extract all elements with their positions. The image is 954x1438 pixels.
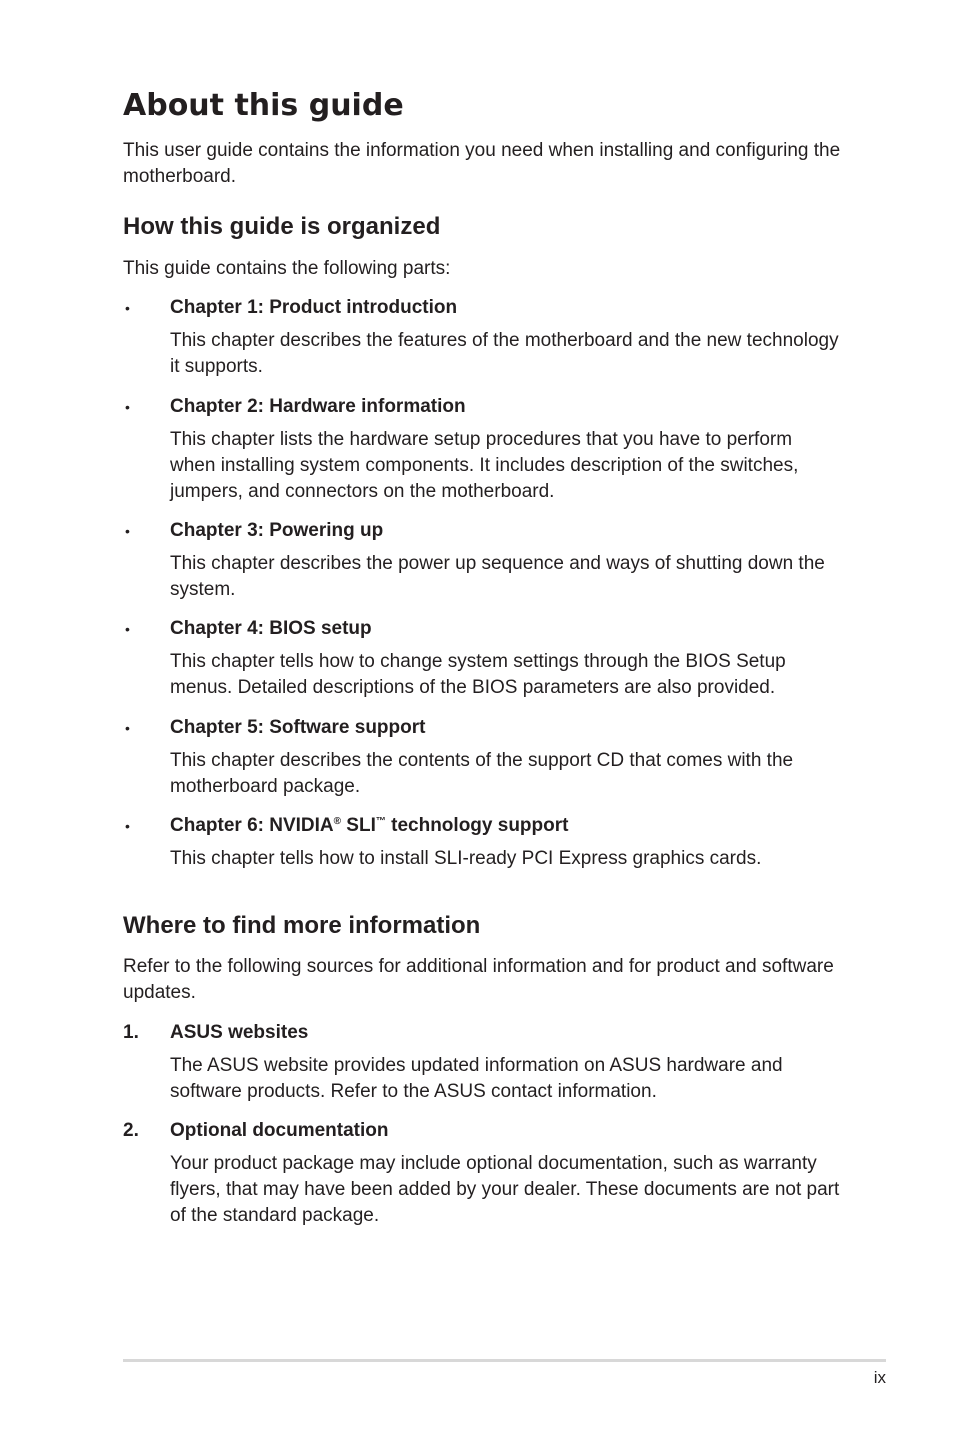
chapter-description: This chapter tells how to change system settings through the BIOS Setup menus. Detailed descriptions of the BIOS parameters are also provided. xyxy=(170,651,786,698)
bullet-marker: • xyxy=(125,818,130,834)
info-item-description: The ASUS website provides updated information on ASUS hardware and software products. Refer to the ASUS contact information. xyxy=(170,1055,783,1102)
chapter-title: Chapter 4: BIOS setup xyxy=(170,618,372,639)
bullet-marker: • xyxy=(125,399,130,415)
chapter-title: Chapter 5: Software support xyxy=(170,717,426,738)
bullet-marker: • xyxy=(125,720,130,736)
chapter-title-part: SLI xyxy=(341,815,376,836)
item-number: 1. xyxy=(123,1022,139,1043)
bullet-marker: • xyxy=(125,523,130,539)
section-heading-organized: How this guide is organized xyxy=(123,213,441,240)
chapter-title-part: Chapter 6: NVIDIA xyxy=(170,815,334,836)
chapter-description: This chapter describes the power up sequence and ways of shutting down the system. xyxy=(170,553,825,600)
more-info-lead: Refer to the following sources for additional information and for product and software updates. xyxy=(123,956,834,1003)
item-number: 2. xyxy=(123,1120,139,1141)
section-heading-more-info: Where to find more information xyxy=(123,912,481,939)
info-item-title: Optional documentation xyxy=(170,1120,389,1141)
page-number: ix xyxy=(873,1368,886,1387)
registered-mark: ® xyxy=(333,816,342,827)
info-item-description: Your product package may include optional documentation, such as warranty flyers, that may have been added by your dealer. These documents are not part of the standard package. xyxy=(170,1153,840,1226)
info-item-title: ASUS websites xyxy=(170,1022,309,1043)
chapter-title xyxy=(170,813,568,839)
bullet-marker: • xyxy=(125,621,130,637)
page-title: About this guide xyxy=(123,88,404,123)
footer-rule xyxy=(123,1359,886,1362)
bullet-marker: • xyxy=(125,300,130,316)
trademark-mark: ™ xyxy=(375,816,386,827)
chapter-description: This chapter tells how to install SLI-ready PCI Express graphics cards. xyxy=(170,848,762,869)
chapter-description: This chapter lists the hardware setup procedures that you have to perform when installing system components. It includes description of the switches, jumpers, and connectors on the motherboard. xyxy=(170,429,799,502)
chapter-title: Chapter 2: Hardware information xyxy=(170,396,466,417)
intro-paragraph: This user guide contains the information you need when installing and configuring the motherboard. xyxy=(123,140,841,187)
chapter-title-part: technology support xyxy=(385,815,569,836)
chapter-title: Chapter 3: Powering up xyxy=(170,520,384,541)
chapter-title: Chapter 1: Product introduction xyxy=(170,297,458,318)
chapter-description: This chapter describes the contents of the support CD that comes with the motherboard package. xyxy=(170,750,794,797)
organized-lead: This guide contains the following parts: xyxy=(123,258,451,279)
chapter-description: This chapter describes the features of the motherboard and the new technology it supports. xyxy=(170,330,839,377)
